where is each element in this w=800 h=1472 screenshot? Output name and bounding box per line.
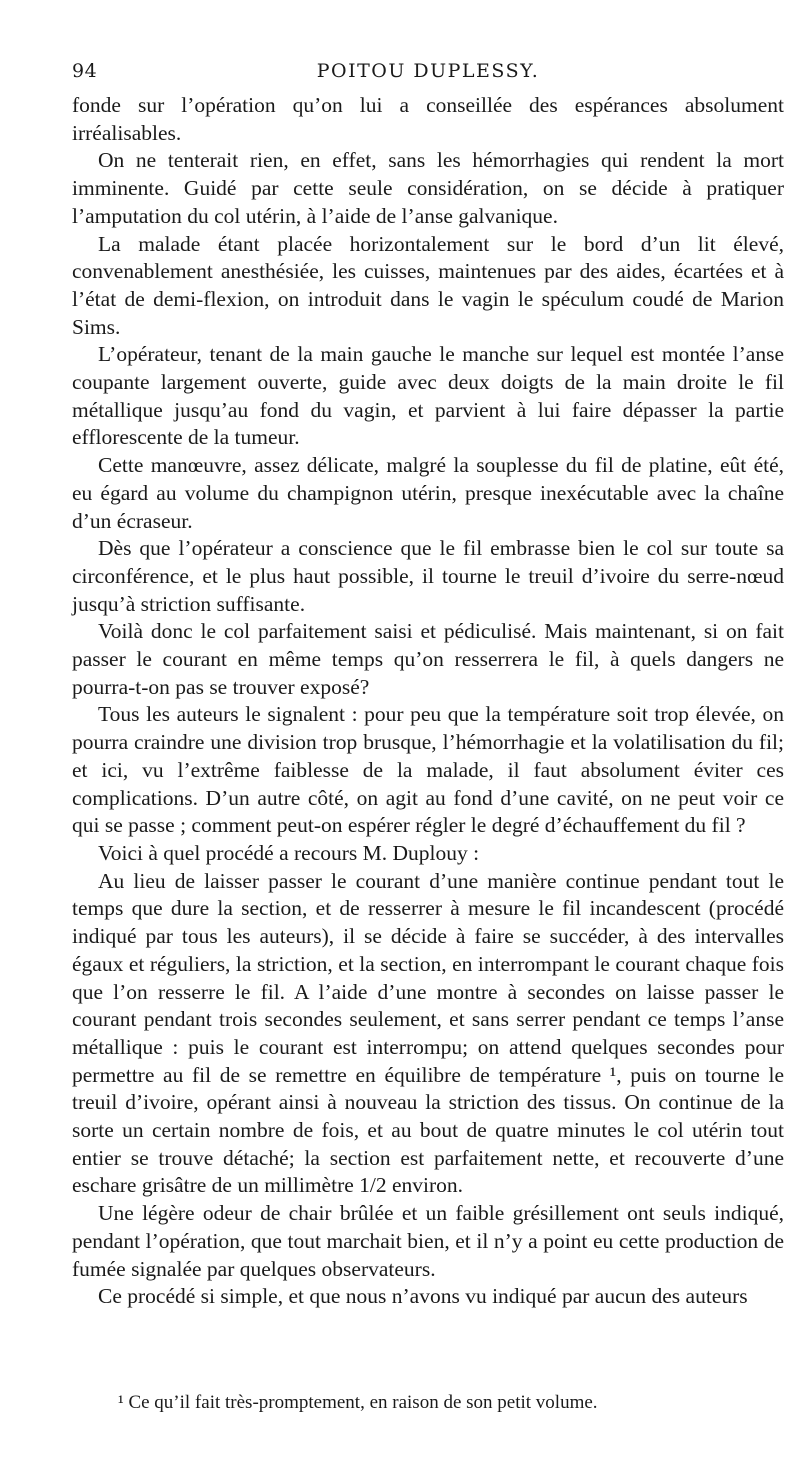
paragraph: Tous les auteurs le signalent : pour peu que la température soit trop élevée, on pourra craindre une division trop brusque, l’hémorrhagie et la volatilisation du fil; et ici, vu l’extrême faiblesse de la malade, il faut absolument éviter ces complications. D’un autre côté, on agit au fond d’une cavité, on ne peut voir ce qui se passe ; comment peut-on espérer régler le degré d’échauffement du fil ?: [72, 702, 784, 838]
paragraph: Dès que l’opérateur a conscience que le fil embrasse bien le col sur toute sa circonférence, et le plus haut possible, il tourne le treuil d’ivoire du serre-nœud jusqu’à striction suffisante.: [72, 536, 784, 616]
paragraph: Une légère odeur de chair brûlée et un faible grésillement ont seuls indiqué, pendant l’opération, que tout marchait bien, et il n’y a point eu cette production de fumée signalée par quelques observateurs.: [72, 1201, 784, 1281]
paragraph: L’opérateur, tenant de la main gauche le manche sur lequel est montée l’anse coupante largement ouverte, guide avec deux doigts de la main droite le fil métallique jusqu’au fond du vagin, et parvient à lui faire dépasser la partie efflorescente de la tumeur.: [72, 342, 784, 450]
paragraph: On ne tenterait rien, en effet, sans les hémorrhagies qui rendent la mort imminente. Guidé par cette seule considération, on se décide à pratiquer l’amputation du col utérin, à l’aide de l’anse galvanique.: [72, 148, 784, 228]
page-number: 94: [72, 60, 98, 82]
paragraph: Voici à quel procédé a recours M. Duplouy :: [98, 840, 480, 865]
paragraph: fonde sur l’opération qu’on lui a conseillée des espérances absolument irréalisables.: [72, 93, 784, 145]
paragraph: La malade étant placée horizontalement sur le bord d’un lit élevé, convenablement anesthésiée, les cuisses, maintenues par des aides, écartées et à l’état de demi-flexion, on introduit dans le vagin le spéculum coudé de Marion Sims.: [72, 231, 784, 339]
paragraph: Cette manœuvre, assez délicate, malgré la souplesse du fil de platine, eût été, eu égard au volume du champignon utérin, presque inexécutable avec la chaîne d’un écraseur.: [72, 453, 784, 533]
paragraph: Ce procédé si simple, et que nous n’avons vu indiqué par aucun des auteurs: [98, 1284, 748, 1309]
footnote: ¹ Ce qu’il fait très-promptement, en raison de son petit volume.: [118, 1392, 598, 1413]
paragraph: Au lieu de laisser passer le courant d’une manière continue pendant tout le temps que dure la section, et de resserrer à mesure le fil incandescent (procédé indiqué par tous les auteurs), il se décide à faire se succéder, à des intervalles égaux et réguliers, la striction, et la section, en interrompant le courant chaque fois que l’on resserre le fil. A l’aide d’une montre à secondes on laisse passer le courant pendant trois secondes seulement, et sans serrer pendant ce temps l’anse métallique : puis le courant est interrompu; on attend quelques secondes pour permettre au fil de se remettre en équilibre de température ¹, puis on tourne le treuil d’ivoire, opérant ainsi à nouveau la striction des tissus. On continue de la sorte un certain nombre de fois, et au bout de quatre minutes le col utérin tout entier se trouve détaché; la section est parfaitement nette, et recouverte d’une eschare grisâtre de un millimètre 1/2 environ.: [72, 868, 784, 1198]
running-head: POITOU DUPLESSY.: [316, 60, 540, 82]
paragraph: Voilà donc le col parfaitement saisi et pédiculisé. Mais maintenant, si on fait passer le courant en même temps qu’on resserrera le fil, à quels dangers ne pourra-t-on pas se trouver exposé?: [72, 619, 784, 699]
body-text: [72, 92, 784, 1311]
page-header: [72, 60, 784, 90]
